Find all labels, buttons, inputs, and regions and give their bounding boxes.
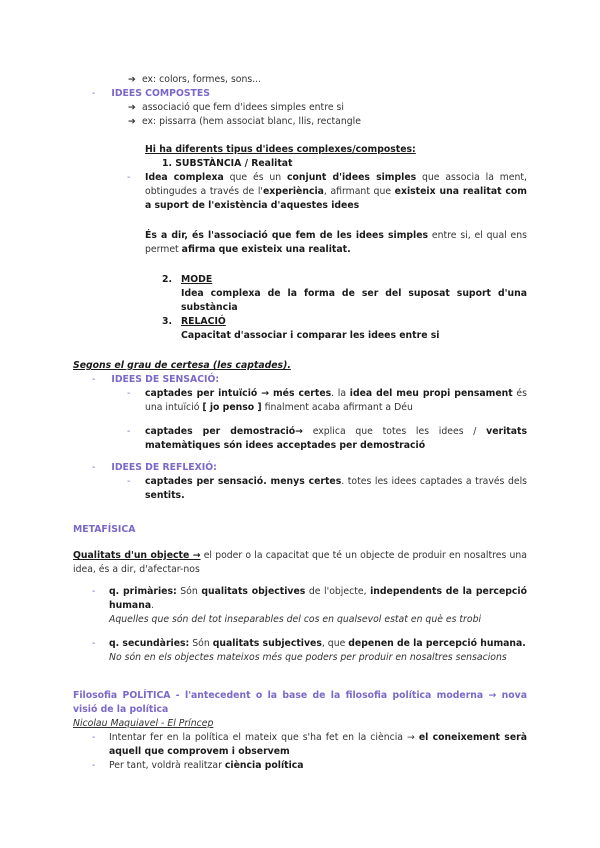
sensation-item-demonstration: captades per demostració→ explica que totes les idees / veritats matemàtiques són idees acceptades per demostració <box>145 426 527 451</box>
list-item: ➔ ex: colors, formes, sons... <box>128 74 262 85</box>
list-item: ➔ associació que fem d'idees simples entre si <box>128 102 344 113</box>
politics-item-political-science: Per tant, voldrà realitzar ciència política <box>109 760 304 771</box>
qualities-definition: Qualitats d'un objecte → el poder o la capacitat que té un objecte de produir en nosaltres una idea, és a dir, d'afectar-nos <box>73 550 527 575</box>
section-heading-sensation: - IDEES DE SENSACIÓ: <box>92 374 220 385</box>
primary-qualities-note: Aquelles que són del tot inseparables del cos en qualsevol estat en què es trobi <box>109 614 482 625</box>
dash-bullet: - <box>92 586 96 597</box>
certainty-heading: Segons el grau de certesa (les captades). <box>73 360 291 371</box>
substance-title: 1. SUBSTÀNCIA / Realitat <box>162 158 293 169</box>
arrow-bullet-icon: ➔ <box>128 74 136 85</box>
arrow-bullet-icon: ➔ <box>128 102 136 113</box>
types-heading: Hi ha diferents tipus d'idees complexes/compostes: <box>145 144 416 155</box>
mode-description: Idea complexa de la forma de ser del suposat suport d'una substància <box>181 288 527 313</box>
dash-bullet: - <box>92 88 96 99</box>
relation-description: Capacitat d'associar i comparar les idees entre si <box>181 330 440 341</box>
mode-number: 2. <box>162 274 173 285</box>
dash-bullet: - <box>127 172 131 183</box>
primary-qualities: q. primàries: Són qualitats objectives de l'objecte, independents de la percepció humana. <box>109 586 527 611</box>
secondary-qualities: q. secundàries: Són qualitats subjectives, que depenen de la percepció humana. <box>109 638 526 649</box>
sensation-item-intuition: captades per intuïció → més certes. la idea del meu propi pensament és una intuïció [ jo penso ] finalment acaba afirmant a Déu <box>145 388 527 413</box>
dash-bullet: - <box>127 388 131 399</box>
dash-bullet: - <box>127 476 131 487</box>
secondary-qualities-note: No són en els objectes mateixos més que poders per produir en nosaltres sensacions <box>109 652 507 663</box>
mode-title: MODE <box>181 274 213 285</box>
relation-title: RELACIÓ <box>181 316 226 327</box>
dash-bullet: - <box>92 732 96 743</box>
section-heading-composite: - IDEES COMPOSTES <box>92 88 210 99</box>
substance-paragraph: Idea complexa que és un conjunt d'idees simples que associa la ment, obtingudes a través de l'experiència, afirmant que existeix una realitat com a suport de l'existència d'aquestes idees <box>145 172 528 211</box>
dash-bullet: - <box>92 638 96 649</box>
politics-author: Nicolau Maquiavel - El Príncep <box>73 718 214 729</box>
metaphysics-heading: METAFÍSICA <box>73 524 136 535</box>
politics-heading: Filosofia POLÍTICA - l'antecedent o la base de la filosofia política moderna → nova visió de la política <box>73 690 527 715</box>
section-heading-reflection: - IDEES DE REFLEXIÓ: <box>92 462 217 473</box>
politics-item-science: Intentar fer en la política el mateix que s'ha fet en la ciència → el coneixement serà aquell que comprovem i observem <box>109 732 527 757</box>
arrow-bullet-icon: ➔ <box>128 116 136 127</box>
list-item: ➔ ex: pissarra (hem associat blanc, llis, rectangle <box>128 116 361 127</box>
reflection-item-sensation: captades per sensació. menys certes. totes les idees captades a través dels sentits. <box>145 476 527 501</box>
dash-bullet: - <box>127 426 131 437</box>
substance-paragraph-2: És a dir, és l'associació que fem de les idees simples entre si, el qual ens permet afirma que existeix una realitat. <box>145 230 527 255</box>
dash-bullet: - <box>92 760 96 771</box>
relation-number: 3. <box>162 316 173 327</box>
